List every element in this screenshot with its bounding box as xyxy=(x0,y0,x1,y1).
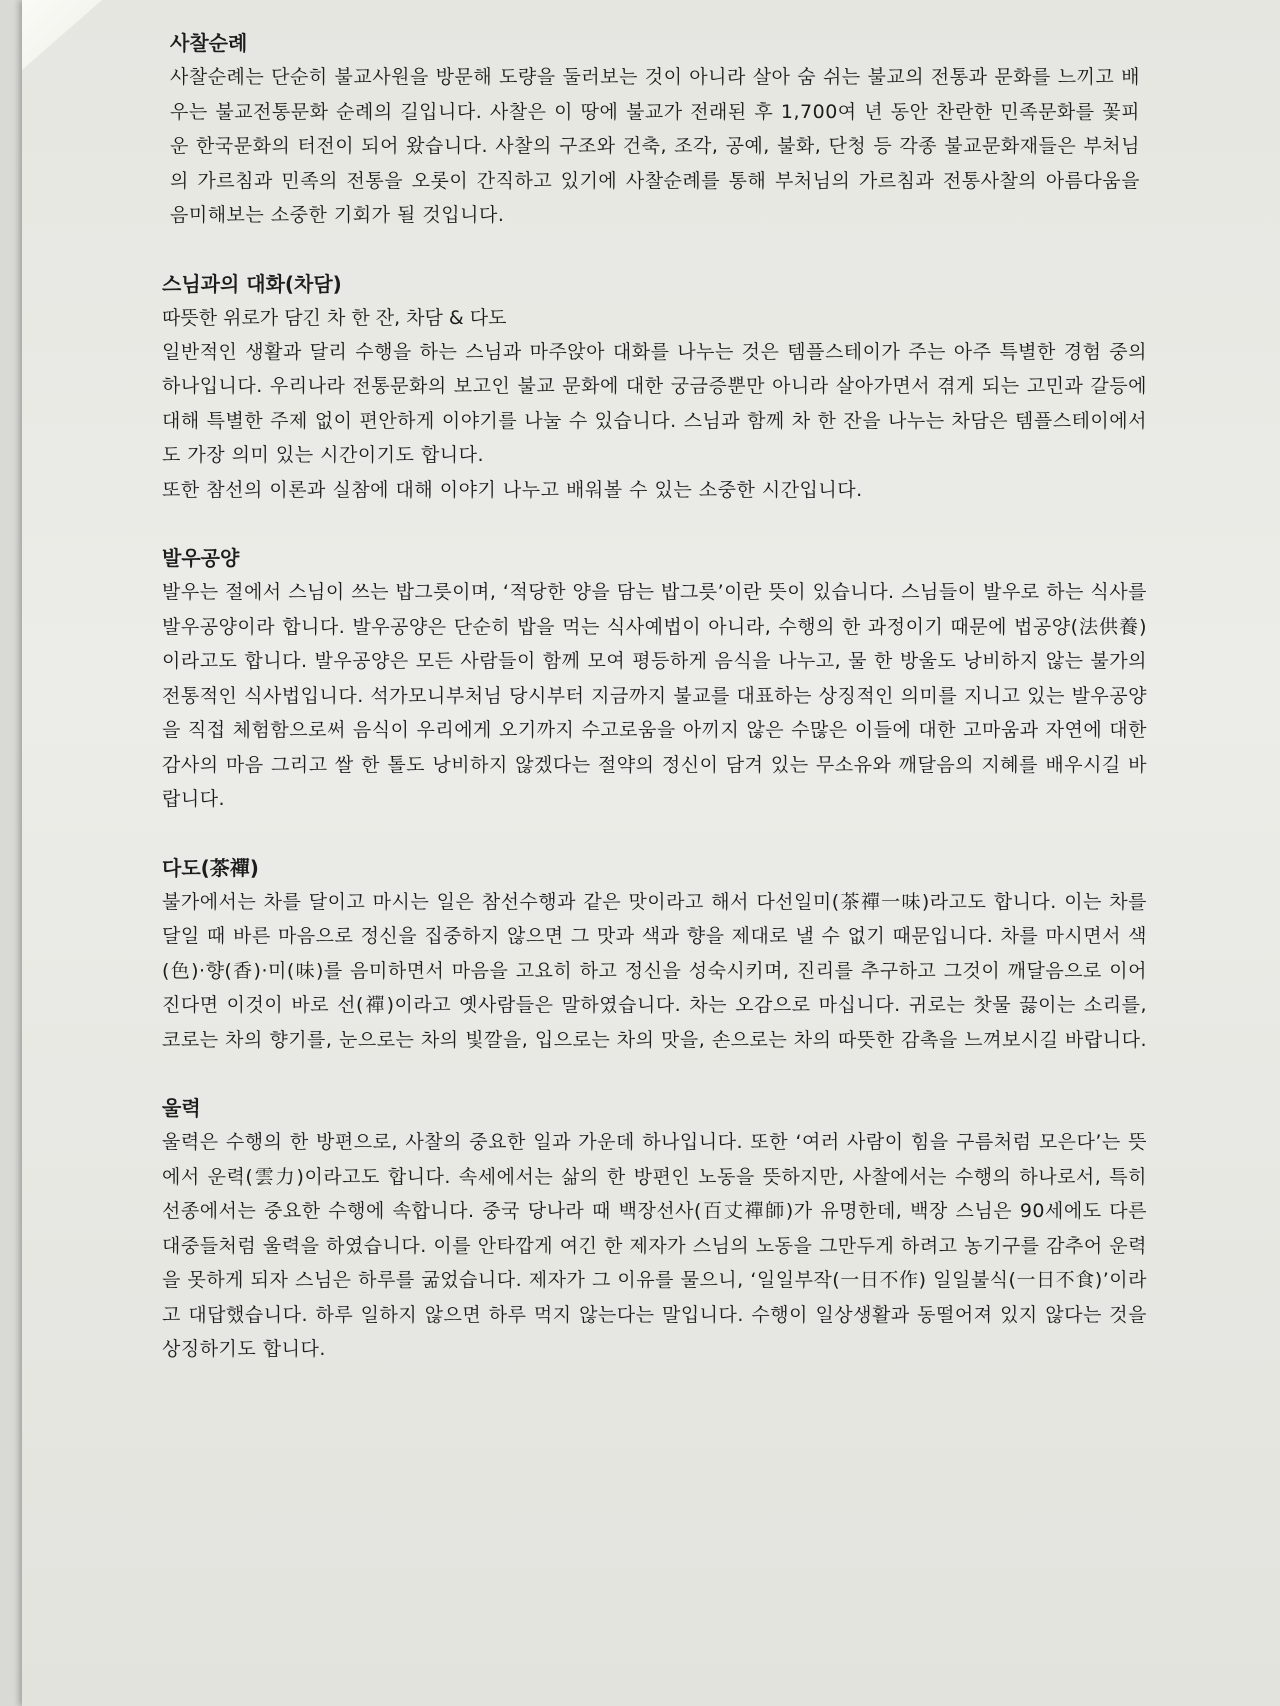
section-heading: 울력 xyxy=(162,1096,201,1120)
section-ullyeok xyxy=(162,1091,1147,1367)
section-subtitle: 따뜻한 위로가 담긴 차 한 잔, 차담 & 다도 xyxy=(162,306,507,329)
section-heading: 발우공양 xyxy=(162,546,240,570)
section-tea-ceremony xyxy=(162,851,1147,1058)
section-heading: 다도(茶禪) xyxy=(162,855,259,880)
document-body xyxy=(162,26,1147,1401)
section-paragraph: 일반적인 생활과 달리 수행을 하는 스님과 마주앉아 대화를 나누는 것은 템플스테이가 주는 아주 특별한 경험 중의 하나입니다. 우리나라 전통문화의 보고인 불교 문화에 대한 궁금증뿐만 아니라 살아가면서 겪게 되는 고민과 갈등에 대해 특별한 주제 없이 편안하게 이야기를 나눌 수 있습니다. 스님과 함께 차 한 잔을 나누는 차담은 템플스테이에서도 가장 의미 있는 시간이기도 합니다. xyxy=(162,340,1147,466)
folded-sheet-edge xyxy=(22,0,102,70)
section-tea-talk xyxy=(162,267,1147,508)
section-temple-pilgrimage xyxy=(170,26,1140,233)
section-paragraph: 발우는 절에서 스님이 쓰는 밥그릇이며, ‘적당한 양을 담는 밥그릇’이란 뜻이 있습니다. 스님들이 발우로 하는 식사를 발우공양이라 합니다. 발우공양은 단순히 밥을 먹는 식사예법이 아니라, 수행의 한 과정이기 때문에 법공양(法供養)이라고도 합니다. 발우공양은 모든 사람들이 함께 모여 평등하게 음식을 나누고, 물 한 방울도 낭비하지 않는 불가의 전통적인 식사법입니다. 석가모니부처님 당시부터 지금까지 불교를 대표하는 상징적인 의미를 지니고 있는 발우공양을 직접 체험함으로써 음식이 우리에게 오기까지 수고로움을 아끼지 않은 수많은 이들에 대한 고마움과 자연에 대한 감사의 마음 그리고 쌀 한 톨도 낭비하지 않겠다는 절약의 정신이 담겨 있는 무소유와 깨달음의 지혜를 배우시길 바랍니다. xyxy=(162,581,1147,810)
paper-sheet xyxy=(22,0,1280,1706)
section-heading: 사찰순례 xyxy=(170,31,248,55)
section-paragraph: 사찰순례는 단순히 불교사원을 방문해 도량을 둘러보는 것이 아니라 살아 숨 쉬는 불교의 전통과 문화를 느끼고 배우는 불교전통문화 순례의 길입니다. 사찰은 이 땅에 불교가 전래된 후 1,700여 년 동안 찬란한 민족문화를 꽃피운 한국문화의 터전이 되어 왔습니다. 사찰의 구조와 건축, 조각, 공예, 불화, 단청 등 각종 불교문화재들은 부처님의 가르침과 민족의 전통을 오롯이 간직하고 있기에 사찰순례를 통해 부처님의 가르침과 전통사찰의 아름다움을 음미해보는 소중한 기회가 될 것입니다. xyxy=(170,66,1140,226)
section-paragraph: 또한 참선의 이론과 실참에 대해 이야기 나누고 배워볼 수 있는 소중한 시간입니다. xyxy=(162,478,863,501)
section-heading: 스님과의 대화(차담) xyxy=(162,271,342,296)
section-paragraph: 불가에서는 차를 달이고 마시는 일은 참선수행과 같은 맛이라고 해서 다선일미(茶禪一味)라고도 합니다. 이는 차를 달일 때 바른 마음으로 정신을 집중하지 않으면 그 맛과 색과 향을 제대로 낼 수 없기 때문입니다. 차를 마시면서 색(色)·향(香)·미(味)를 음미하면서 마음을 고요히 하고 정신을 성숙시키며, 진리를 추구하고 그것이 깨달음으로 이어진다면 이것이 바로 선(禪)이라고 옛사람들은 말하였습니다. 차는 오감으로 마십니다. 귀로는 찻물 끓이는 소리를, 코로는 차의 향기를, 눈으로는 차의 빛깔을, 입으로는 차의 맛을, 손으로는 차의 따뜻한 감촉을 느껴보시길 바랍니다. xyxy=(162,890,1147,1051)
section-baru-gongyang xyxy=(162,541,1147,817)
section-paragraph: 울력은 수행의 한 방편으로, 사찰의 중요한 일과 가운데 하나입니다. 또한 ‘여러 사람이 힘을 구름처럼 모은다’는 뜻에서 운력(雲力)이라고도 합니다. 속세에서는 삶의 한 방편인 노동을 뜻하지만, 사찰에서는 수행의 하나로서, 특히 선종에서는 중요한 수행에 속합니다. 중국 당나라 때 백장선사(百丈禪師)가 유명한데, 백장 스님은 90세에도 다른 대중들처럼 울력을 하였습니다. 이를 안타깝게 여긴 한 제자가 스님의 노동을 그만두게 하려고 농기구를 감추어 운력을 못하게 되자 스님은 하루를 굶었습니다. 제자가 그 이유를 물으니, ‘일일부작(一日不作) 일일불식(一日不食)’이라고 대답했습니다. 하루 일하지 않으면 하루 먹지 않는다는 말입니다. 수행이 일상생활과 동떨어져 있지 않다는 것을 상징하기도 합니다. xyxy=(162,1131,1147,1360)
